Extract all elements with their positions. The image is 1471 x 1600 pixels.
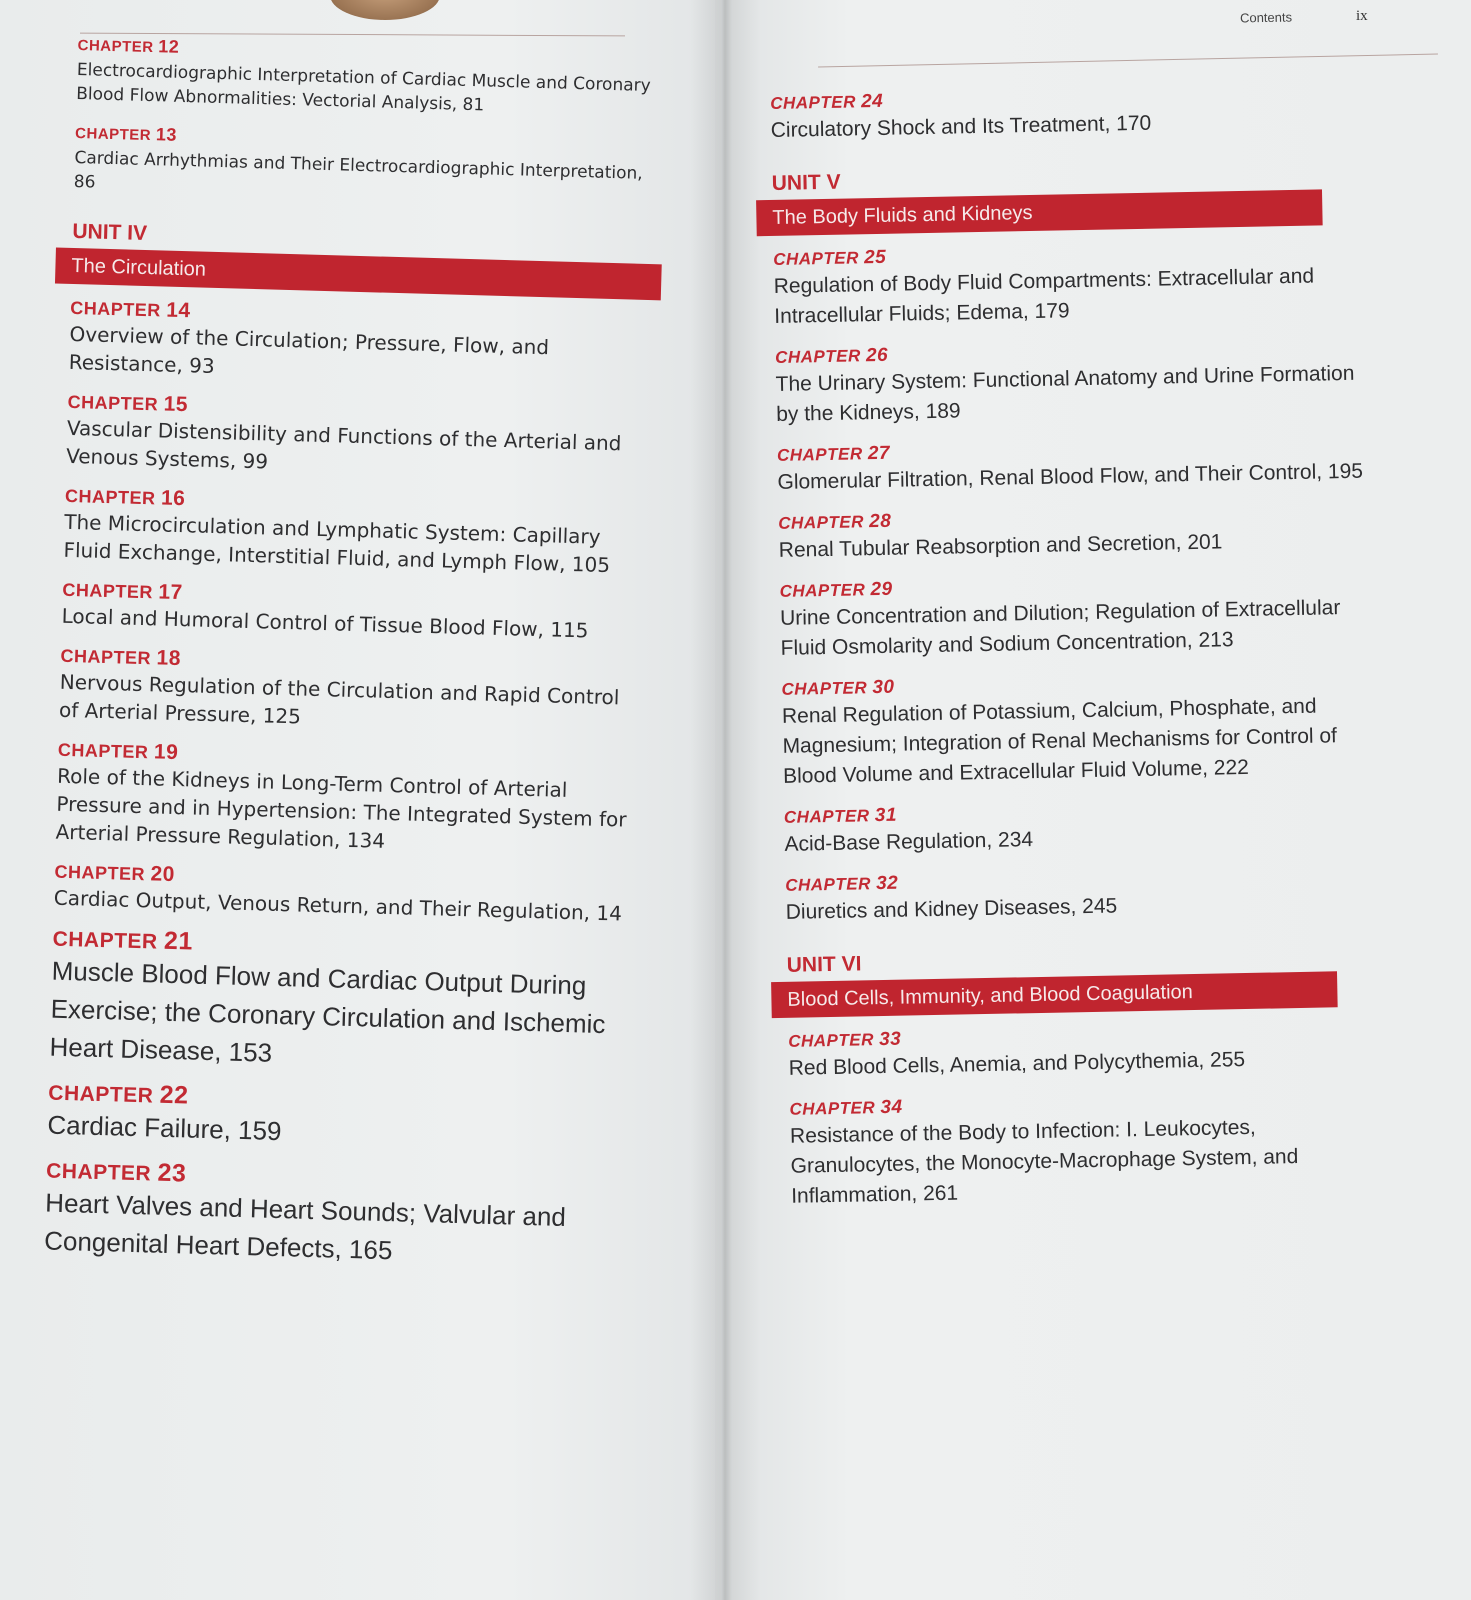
chapter-title: Circulatory Shock and Its Treatment, 170 (770, 111, 1152, 142)
chapter-title: The Urinary System: Functional Anatomy and Urine Formation by the Kidneys, 189 (775, 361, 1355, 426)
chapter-label: CHAPTER 16 (64, 485, 186, 511)
chapter-title: Electrocardiographic Interpretation of Cardiac Muscle and Coronary Blood Flow Abnormalities: Vectorial Analysis, 81 (75, 59, 651, 116)
chapter-title: Renal Regulation of Potassium, Calcium, Phosphate, and Magnesium; Integration of Renal Mechanisms for Control of Blood Volume and Extracellular Fluid Volume, 222 (781, 694, 1338, 788)
chapter-title: Vascular Distensibility and Functions of the Arterial and Venous Systems, 99 (65, 415, 622, 474)
chapter-label: CHAPTER 23 (45, 1158, 187, 1188)
chapter-label: CHAPTER 32 (785, 872, 899, 895)
chapter-title: The Microcirculation and Lymphatic System: Capillary Fluid Exchange, Interstitial Fluid, and Lymph Flow, 105 (63, 509, 611, 578)
toc-entry[interactable] (773, 237, 1365, 332)
unit-title-bar: The Body Fluids and Kidneys (756, 189, 1323, 236)
chapter-label: CHAPTER 25 (773, 246, 887, 269)
toc-entry[interactable] (76, 32, 658, 122)
chapter-title: Muscle Blood Flow and Cardiac Output During Exercise; the Coronary Circulation and Ischemic Heart Disease, 153 (49, 955, 606, 1068)
chapter-title: Heart Valves and Heart Sounds; Valvular and Congenital Heart Defects, 165 (43, 1187, 567, 1266)
chapter-title: Regulation of Body Fluid Compartments: Extracellular and Intracellular Fluids; Edema, 179 (773, 264, 1315, 328)
chapter-title: Local and Humoral Control of Tissue Blood Flow, 115 (61, 603, 589, 643)
toc-entry[interactable] (785, 863, 1376, 928)
toc-entry[interactable] (49, 926, 633, 1082)
toc-entry[interactable] (63, 484, 645, 580)
chapter-label: CHAPTER 20 (54, 861, 176, 887)
toc-entry[interactable] (778, 501, 1369, 566)
right-toc-column (770, 81, 1382, 1226)
chapter-label: CHAPTER 31 (783, 804, 898, 827)
chapter-title: Cardiac Arrhythmias and Their Electrocardiographic Interpretation, 86 (73, 147, 643, 193)
chapter-label: CHAPTER 27 (776, 442, 891, 465)
chapter-title: Renal Tubular Reabsorption and Secretion, 201 (778, 530, 1223, 562)
chapter-label: CHAPTER 14 (70, 297, 191, 323)
chapter-title: Overview of the Circulation; Pressure, Flow, and Resistance, 93 (68, 321, 550, 378)
chapter-label: CHAPTER 12 (77, 36, 180, 57)
toc-entry[interactable] (61, 578, 642, 646)
chapter-label: CHAPTER 21 (52, 926, 194, 956)
chapter-label: CHAPTER 29 (779, 578, 893, 601)
chapter-title: Role of the Kidneys in Long-Term Control of Arterial Pressure and in Hypertension: The Integrated System for Arterial Pressure Regulation, 134 (55, 763, 627, 853)
toc-entry[interactable] (47, 1080, 629, 1160)
chapter-label: CHAPTER 22 (48, 1080, 189, 1110)
chapter-label: CHAPTER 15 (67, 391, 189, 417)
unit-heading: UNIT V (771, 170, 841, 195)
chapter-label: CHAPTER 33 (788, 1028, 902, 1051)
chapter-title: Resistance of the Body to Infection: I. Leukocytes, Granulocytes, the Monocyte-Macrophage System, and Inflammation, 261 (789, 1115, 1299, 1208)
toc-entry[interactable] (59, 644, 641, 740)
chapter-label: CHAPTER 18 (60, 645, 182, 671)
toc-entry[interactable] (73, 120, 655, 210)
chapter-title: Cardiac Output, Venous Return, and Their Regulation, 14 (53, 885, 623, 926)
toc-entry[interactable] (770, 81, 1361, 146)
toc-entry[interactable] (55, 738, 638, 862)
page-number: ix (1356, 8, 1368, 24)
toc-entry[interactable] (777, 433, 1368, 498)
toc-entry[interactable] (784, 795, 1375, 860)
chapter-title: Red Blood Cells, Anemia, and Polycythemia, 255 (788, 1048, 1246, 1080)
unit-heading: UNIT IV (72, 219, 148, 246)
chapter-label: CHAPTER 26 (774, 344, 889, 367)
running-head: Contents (1239, 9, 1293, 26)
chapter-title: Nervous Regulation of the Circulation and Rapid Control of Arterial Pressure, 125 (58, 669, 620, 729)
toc-entry[interactable] (789, 1086, 1381, 1211)
chapter-label: CHAPTER 19 (57, 739, 179, 765)
chapter-title: Glomerular Filtration, Renal Blood Flow, and Their Control, 195 (777, 459, 1364, 494)
chapter-title: Urine Concentration and Dilution; Regulation of Extracellular Fluid Osmolarity and Sodium Concentration, 213 (779, 596, 1341, 660)
unit-title-bar: Blood Cells, Immunity, and Blood Coagulation (771, 971, 1338, 1018)
toc-entry[interactable] (779, 569, 1371, 664)
chapter-label: CHAPTER 28 (778, 510, 892, 533)
chapter-title: Cardiac Failure, 159 (47, 1109, 282, 1147)
toc-entry[interactable] (788, 1019, 1379, 1084)
unit-title-bar: The Circulation (55, 247, 662, 300)
left-toc-column (43, 32, 657, 1290)
toc-entry[interactable] (44, 1158, 627, 1276)
toc-entry[interactable] (66, 390, 648, 486)
toc-entry[interactable] (775, 335, 1367, 430)
chapter-label: CHAPTER 24 (770, 90, 884, 113)
chapter-label: CHAPTER 34 (789, 1096, 903, 1119)
toc-entry[interactable] (53, 860, 634, 928)
chapter-title: Acid-Base Regulation, 234 (784, 828, 1034, 856)
chapter-label: CHAPTER 13 (74, 124, 178, 145)
toc-entry[interactable] (68, 296, 650, 392)
unit-heading: UNIT VI (786, 952, 862, 977)
toc-entry[interactable] (781, 667, 1373, 792)
chapter-label: CHAPTER 17 (62, 579, 184, 605)
chapter-label: CHAPTER 30 (781, 676, 895, 699)
chapter-title: Diuretics and Kidney Diseases, 245 (785, 894, 1118, 924)
